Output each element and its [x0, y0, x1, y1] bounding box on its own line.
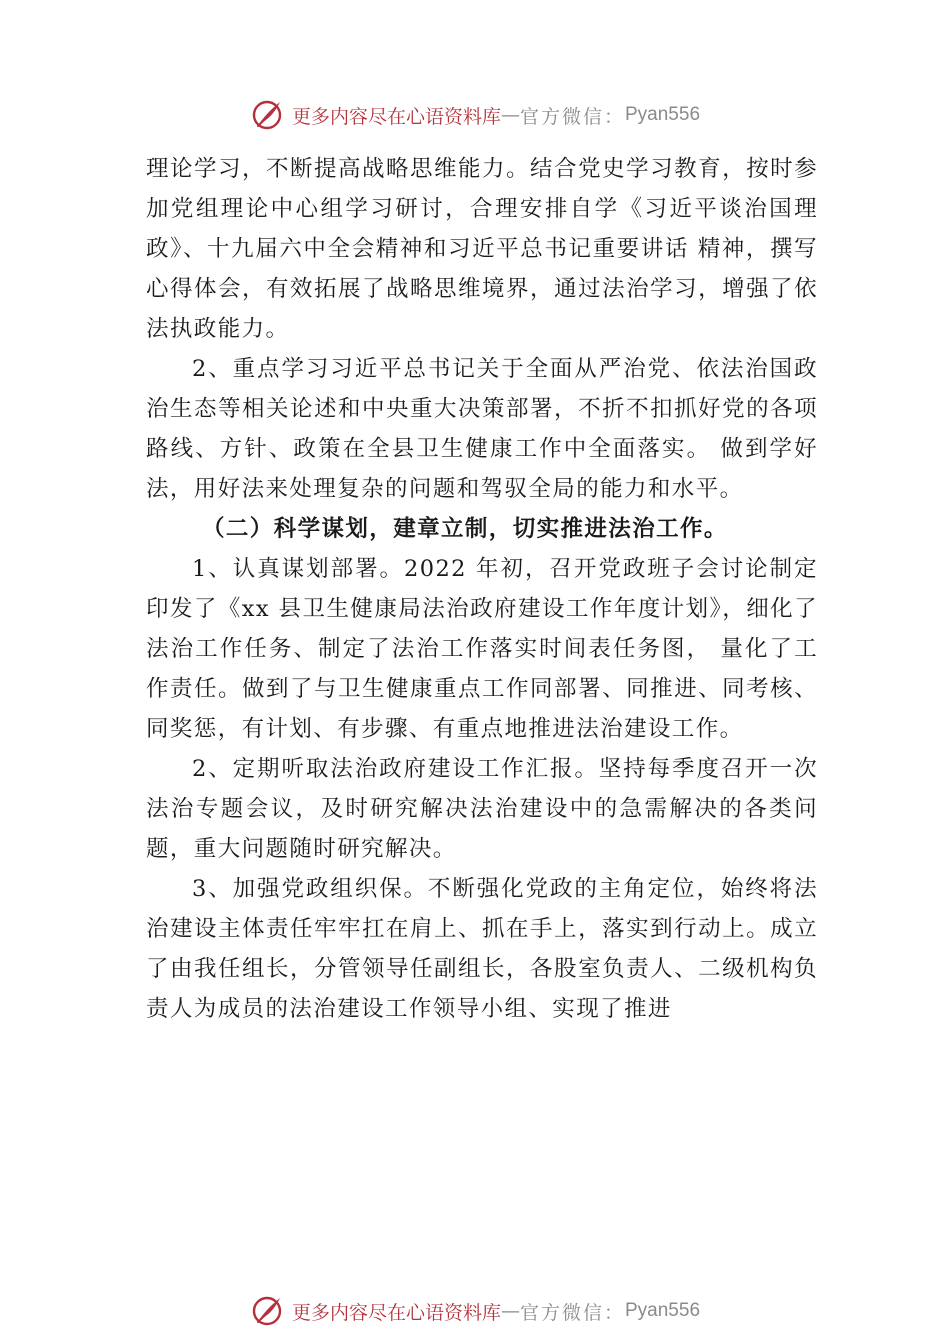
quill-logo-icon [250, 1293, 286, 1329]
banner-wechat-id: Pyan556 [625, 104, 701, 125]
banner-wechat-label: 官方微信： [519, 105, 625, 128]
footer-watermark-banner [0, 1291, 950, 1331]
banner-dash: — [500, 1300, 520, 1322]
banner-dash: — [500, 104, 520, 126]
paragraph-reports: 2、定期听取法治政府建设工作汇报。坚持每季度召开一次法治专题会议，及时研究解决法治建设中的急需解决的各类问题，重大问题随时研究解决。 [146, 756, 818, 862]
paragraph-key-study: 2、重点学习习近平总书记关于全面从严治党、依法治国政治生态等相关论述和中央重大决策部署，不折不扣抓好党的各项路线、方针、政策在全县卫生健康工作中全面落实。 做到学好法，用好法来处理复杂的问题和驾驭全局的能力和水平。 [146, 356, 818, 502]
header-watermark-banner [0, 95, 950, 135]
paragraph-theory-study: 理论学习，不断提高战略思维能力。结合党史学习教育，按时参加党组理论中心组学习研讨，合理安排自学《习近平谈治国理政》、十九届六中全会精神和习近平总书记重要讲话 精神，撰写心得体会，有效拓展了战略思维境界，通过法治学习，增强了依法执政能力。 [146, 156, 818, 342]
section-heading-2: （二）科学谋划，建章立制，切实推进法治工作。 [202, 516, 728, 542]
banner-lead-text: 更多内容尽在心语资料库 [291, 105, 501, 128]
banner-lead-text: 更多内容尽在心语资料库 [291, 1301, 501, 1324]
quill-logo-icon [250, 97, 286, 133]
paragraph-planning: 1、认真谋划部署。2022 年初，召开党政班子会讨论制定印发了《xx 县卫生健康局法治政府建设工作年度计划》，细化了法治工作任务、制定了法治工作落实时间表任务图， 量化了工作责任。做到了与卫生健康重点工作同部署、同推进、同考核、同奖惩，有计划、有步骤、有重点地推进法治建设工作。 [146, 556, 818, 742]
banner-wechat-label: 官方微信： [519, 1301, 625, 1324]
document-body [146, 149, 818, 1029]
paragraph-organization: 3、加强党政组织保。不断强化党政的主角定位，始终将法治建设主体责任牢牢扛在肩上、抓在手上，落实到行动上。成立了由我任组长，分管领导任副组长，各股室负责人、二级机构负责人为成员的法治建设工作领导小组、实现了推进 [146, 876, 818, 1022]
banner-wechat-id: Pyan556 [625, 1300, 701, 1321]
